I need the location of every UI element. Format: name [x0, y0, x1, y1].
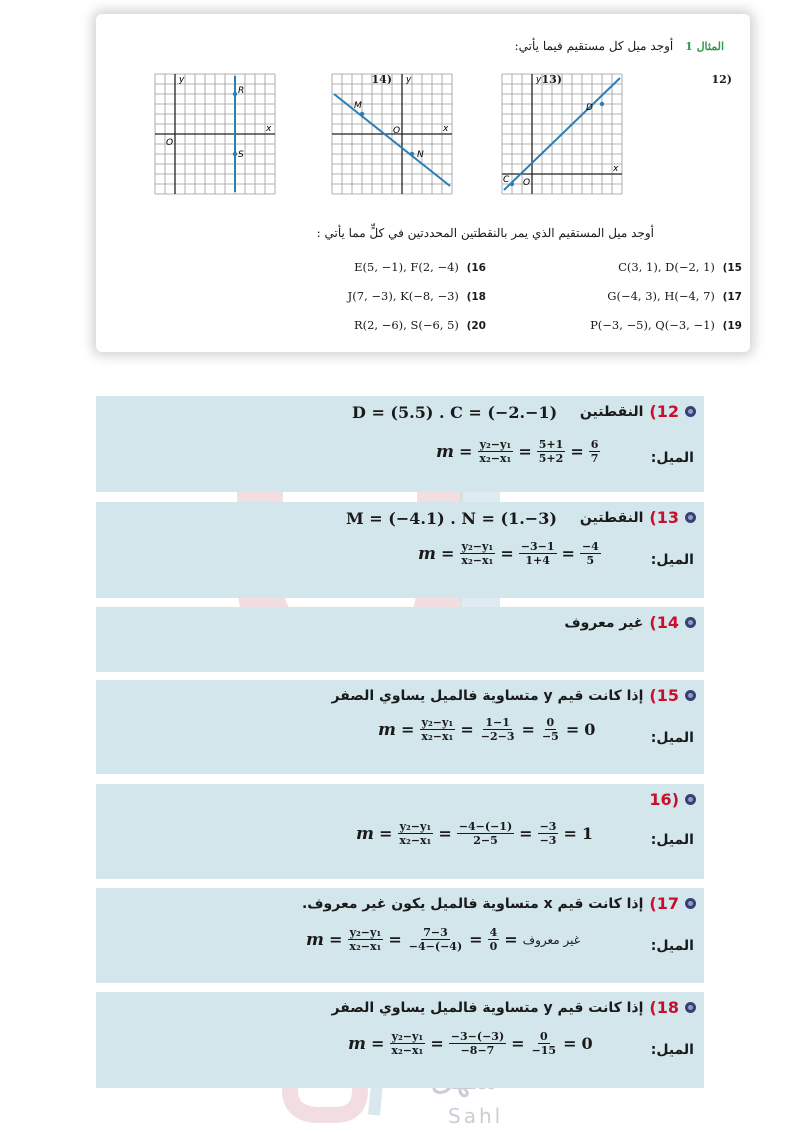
- solution-number: 15): [649, 686, 679, 705]
- frac-num: 0: [540, 1030, 548, 1043]
- frac-den: −5: [541, 730, 559, 743]
- problem-16: [354, 260, 486, 274]
- graph-14: [153, 72, 277, 196]
- result-value: 0: [584, 720, 596, 739]
- axis-y-label: y: [536, 75, 542, 85]
- m-symbol: m: [436, 441, 454, 462]
- frac-den: x₂−x₁: [399, 834, 432, 847]
- problem-text: E(5, −1), F(2, −4): [354, 260, 459, 274]
- problem-text: P(−3, −5), Q(−3, −1): [590, 318, 715, 332]
- problem-text: G(−4, 3), H(−4, 7): [607, 289, 715, 303]
- solution-points: M = (−4.1) . N = (1.−3): [346, 509, 557, 528]
- m-symbol: m: [356, 823, 374, 844]
- watermark-latin: Sahl: [448, 1104, 504, 1128]
- solution-title: إذا كانت قيم x متساوية فالميل يكون غير معروف.: [301, 895, 644, 912]
- frac-den: −8−7: [460, 1044, 495, 1057]
- graph-12: [500, 72, 624, 196]
- problem-number: (18: [466, 291, 486, 303]
- point-label: S: [238, 150, 244, 160]
- bullet-icon: [685, 617, 696, 628]
- problem-text: J(7, −3), K(−8, −3): [347, 289, 459, 303]
- result-value: 1: [581, 824, 593, 843]
- m-symbol: m: [348, 1033, 366, 1054]
- frac-den: x₂−x₁: [349, 940, 382, 953]
- exercise-heading: [515, 39, 724, 53]
- graph-number-12: 12): [711, 73, 732, 86]
- instruction-text: أوجد ميل كل مستقيم فيما يأتي:: [514, 39, 674, 53]
- frac-num: −3: [539, 820, 557, 833]
- slope-label: الميل:: [650, 938, 694, 954]
- solution-14: [96, 607, 704, 672]
- problem-15: [618, 260, 742, 274]
- solution-title: النقطتين: [579, 509, 644, 526]
- axis-x-label: x: [266, 124, 272, 134]
- frac-den: 1+4: [525, 554, 550, 567]
- problem-text: R(2, −6), S(−6, 5): [353, 318, 459, 332]
- solution-title: غير معروف: [564, 614, 644, 631]
- origin-label: O: [166, 138, 174, 148]
- frac-num: y₂−y₁: [349, 926, 382, 939]
- frac-num: −4−(−1): [458, 820, 513, 833]
- bullet-icon: [685, 512, 696, 523]
- graph-number-14: 14): [371, 73, 392, 86]
- axis-x-label: x: [443, 124, 449, 134]
- frac-num: −3−(−3): [450, 1030, 505, 1043]
- axis-y-label: y: [406, 75, 412, 85]
- frac-num: 5+1: [538, 438, 564, 451]
- bullet-icon: [685, 794, 696, 805]
- graph-number-13: 13): [541, 73, 562, 86]
- solution-number: 13): [649, 508, 679, 527]
- frac-num: −3−1: [520, 540, 555, 553]
- frac-num: 7−3: [423, 926, 448, 939]
- frac-den: −2−3: [480, 730, 515, 743]
- sub-instruction: أوجد ميل المستقيم الذي يمر بالنقطتين المحددتين في كلٍّ مما يأتي :: [316, 226, 654, 240]
- frac-num: y₂−y₁: [461, 540, 494, 553]
- axis-y-label: y: [179, 75, 185, 85]
- origin-label: O: [523, 178, 531, 188]
- problem-number: (20: [466, 320, 486, 332]
- m-symbol: m: [306, 929, 324, 950]
- solution-15: [96, 680, 704, 774]
- problem-text: C(3, 1), D(−2, 1): [618, 260, 715, 274]
- slope-label: الميل:: [650, 832, 694, 848]
- slope-formula: m = $\frac{\text{y₂−y₁}}{\text{x₂−x₁}}$ = $\frac{-4-(-1)}{2-5}$ = $\frac{-3}{-3}$ = 1: [356, 820, 593, 847]
- problem-20: [354, 318, 486, 332]
- frac-den: −4−(−4): [408, 940, 463, 953]
- slope-label: الميل:: [650, 450, 694, 466]
- slope-label: الميل:: [650, 1042, 694, 1058]
- result-value: 0: [581, 1034, 593, 1053]
- solution-13: [96, 502, 704, 598]
- solution-number: 18): [649, 998, 679, 1017]
- point-label: R: [238, 86, 245, 96]
- frac-den: 2−5: [473, 834, 498, 847]
- solution-title: إذا كانت قيم y متساوية فالميل يساوي الصفر: [331, 999, 644, 1016]
- solution-points: D = (5.5) . C = (−2.−1): [352, 403, 558, 422]
- bullet-icon: [685, 406, 696, 417]
- frac-num: y₂−y₁: [391, 1030, 424, 1043]
- example-label: المثال 1: [685, 40, 724, 53]
- bullet-icon: [685, 690, 696, 701]
- graph-13: [330, 72, 454, 196]
- frac-num: y₂−y₁: [421, 716, 454, 729]
- solution-12: [96, 396, 704, 492]
- frac-num: 6: [590, 438, 599, 451]
- frac-den: −15: [531, 1044, 557, 1057]
- frac-num: 1−1: [485, 716, 510, 729]
- slope-formula: m = $\frac{\text{y₂−y₁}}{\text{x₂−x₁}}$ = $\frac{7-3}{-4-(-4)}$ = $\frac{4}{0}$ = غير معروف: [306, 926, 581, 953]
- point-label: N: [417, 150, 424, 160]
- problem-number: (19: [722, 320, 742, 332]
- frac-num: 4: [489, 926, 498, 939]
- problem-number: (15: [722, 262, 742, 274]
- slope-formula: m = $\frac{\text{y₂−y₁}}{\text{x₂−x₁}}$ = $\frac{-3-1}{1+4}$ = $\frac{-4}{5}$: [418, 540, 599, 567]
- point-label: D: [586, 103, 593, 113]
- slope-formula: m = $\frac{\text{y₂−y₁}}{\text{x₂−x₁}}$ = $\frac{-3-(-3)}{-8-7}$ = $\frac{0}{-15}$ = 0: [348, 1030, 593, 1057]
- solution-16: [96, 784, 704, 879]
- slope-label: الميل:: [650, 730, 694, 746]
- frac-den: 0: [489, 940, 498, 953]
- solution-title: النقطتين: [579, 403, 644, 420]
- frac-num: −4: [581, 540, 599, 553]
- point-label: C: [503, 175, 510, 185]
- m-symbol: m: [378, 719, 396, 740]
- m-symbol: m: [418, 543, 436, 564]
- solution-number: 14): [649, 613, 679, 632]
- frac-den: −3: [539, 834, 557, 847]
- solution-title: إذا كانت قيم y متساوية فالميل يساوي الصفر: [331, 687, 644, 704]
- result-value: غير معروف: [522, 932, 581, 947]
- solution-17: [96, 888, 704, 983]
- frac-den: x₂−x₁: [391, 1044, 424, 1057]
- frac-den: x₂−x₁: [479, 452, 512, 465]
- slope-label: الميل:: [650, 552, 694, 568]
- frac-den: x₂−x₁: [421, 730, 454, 743]
- frac-den: 5: [586, 554, 595, 567]
- solution-18: [96, 992, 704, 1088]
- frac-num: 0: [546, 716, 555, 729]
- frac-den: 7: [590, 452, 599, 465]
- solution-number: 17): [649, 894, 679, 913]
- problem-number: (17: [722, 291, 742, 303]
- problem-19: [590, 318, 742, 332]
- bullet-icon: [685, 1002, 696, 1013]
- problem-number: (16: [466, 262, 486, 274]
- slope-formula: m = $\frac{\text{y₂−y₁}}{\text{x₂−x₁}}$ = $\frac{5+1}{5+2}$ = $\frac{6}{7}$: [436, 438, 599, 465]
- point-label: M: [354, 101, 362, 111]
- problem-18: [348, 289, 486, 303]
- problem-17: [607, 289, 742, 303]
- origin-label: O: [393, 126, 401, 136]
- frac-num: y₂−y₁: [479, 438, 512, 451]
- textbook-excerpt: [96, 14, 750, 352]
- bullet-icon: [685, 898, 696, 909]
- solution-number: (16: [649, 790, 679, 809]
- frac-den: 5+2: [538, 452, 564, 465]
- slope-formula: m = $\frac{\text{y₂−y₁}}{\text{x₂−x₁}}$ = $\frac{1-1}{-2-3}$ = $\frac{0}{-5}$ = 0: [378, 716, 596, 743]
- frac-num: y₂−y₁: [399, 820, 432, 833]
- solution-number: 12): [649, 402, 679, 421]
- axis-x-label: x: [613, 164, 619, 174]
- frac-den: x₂−x₁: [461, 554, 494, 567]
